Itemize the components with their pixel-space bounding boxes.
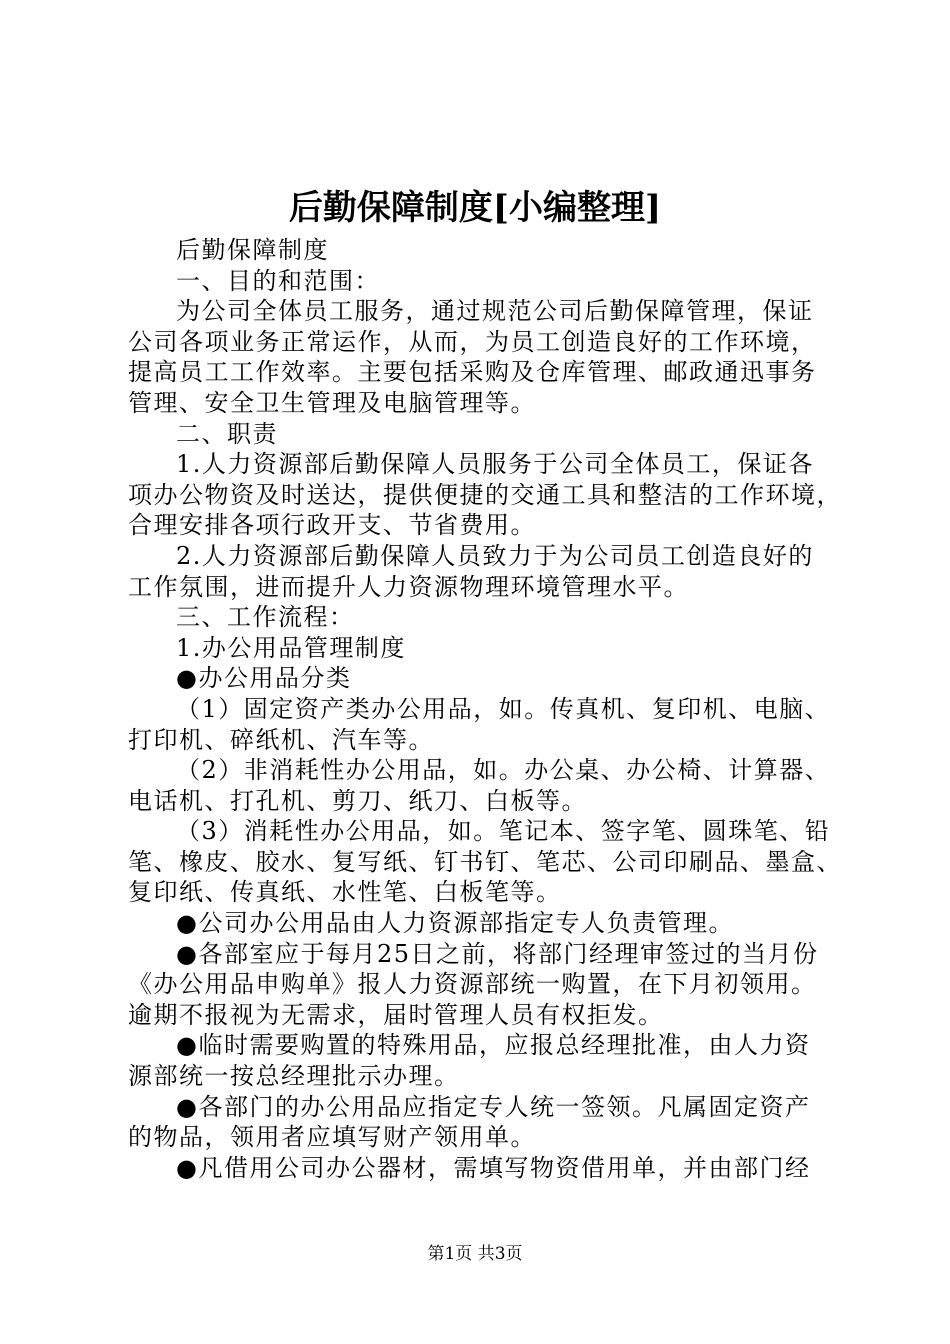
paragraph-line: 公司各项业务正常运作，从而，为员工创造良好的工作环境， (128, 327, 817, 356)
paragraph-line: 为公司全体员工服务，通过规范公司后勤保障管理，保证 (176, 297, 814, 326)
paragraph-line: 电话机、打孔机、剪刀、纸刀、白板等。 (128, 786, 587, 815)
paragraph-line: 项办公物资及时送达，提供便捷的交通工具和整洁的工作环境， (128, 480, 842, 509)
paragraph-line: ●各部室应于每月25日之前，将部门经理审签过的当月份 (176, 939, 819, 968)
document-body (128, 235, 842, 1183)
paragraph-line: 工作氛围，进而提升人力资源物理环境管理水平。 (128, 572, 689, 601)
paragraph-line: 打印机、碎纸机、汽车等。 (128, 725, 434, 754)
paragraph-line: （1）固定资产类办公用品，如。传真机、复印机、电脑、 (176, 694, 831, 723)
paragraph-line: ●公司办公用品由人力资源部指定专人负责管理。 (176, 909, 734, 938)
paragraph-line: ●办公用品分类 (176, 664, 352, 693)
paragraph-line: 合理安排各项行政开支、节省费用。 (128, 511, 536, 540)
paragraph-line: 《办公用品申购单》报人力资源部统一购置，在下月初领用。 (128, 970, 817, 999)
paragraph-line: （3）消耗性办公用品，如。笔记本、签字笔、圆珠笔、铅 (176, 817, 831, 846)
paragraph-line: ●各部门的办公用品应指定专人统一签领。凡属固定资产 (176, 1092, 811, 1121)
paragraph-line: 源部统一按总经理批示办理。 (128, 1062, 460, 1091)
paragraph-line: ●凡借用公司办公器材，需填写物资借用单，并由部门经 (176, 1153, 811, 1182)
paragraph-line: 后勤保障制度 (176, 236, 329, 264)
paragraph-line: （2）非消耗性办公用品，如。办公桌、办公椅、计算器、 (176, 756, 831, 785)
paragraph-line: 提高员工工作效率。主要包括采购及仓库管理、邮政通迅事务 (128, 358, 817, 387)
paragraph-line: 复印纸、传真纸、水性笔、白板笔等。 (128, 878, 562, 907)
paragraph-line: 逾期不报视为无需求，届时管理人员有权拒发。 (128, 1000, 664, 1029)
paragraph-line: 三、工作流程： (176, 603, 355, 632)
paragraph-line: ●临时需要购置的特殊用品，应报总经理批准，由人力资 (176, 1031, 811, 1060)
document-title: 后勤保障制度[小编整理] (288, 188, 662, 228)
paragraph-line: 1.办公用品管理制度 (176, 633, 406, 662)
paragraph-line: 2.人力资源部后勤保障人员致力于为公司员工创造良好的 (176, 541, 814, 570)
paragraph-line: 二、职责 (176, 419, 278, 448)
paragraph-line: 的物品，领用者应填写财产领用单。 (128, 1123, 536, 1152)
page-footer: 第1页 共3页 (427, 1244, 523, 1264)
paragraph-line: 1.人力资源部后勤保障人员服务于公司全体员工，保证各 (176, 450, 814, 479)
paragraph-line: 一、目的和范围： (176, 266, 380, 295)
paragraph-line: 管理、安全卫生管理及电脑管理等。 (128, 388, 536, 417)
paragraph-line: 笔、橡皮、胶水、复写纸、钉书钉、笔芯、公司印刷品、墨盒、 (128, 847, 842, 876)
